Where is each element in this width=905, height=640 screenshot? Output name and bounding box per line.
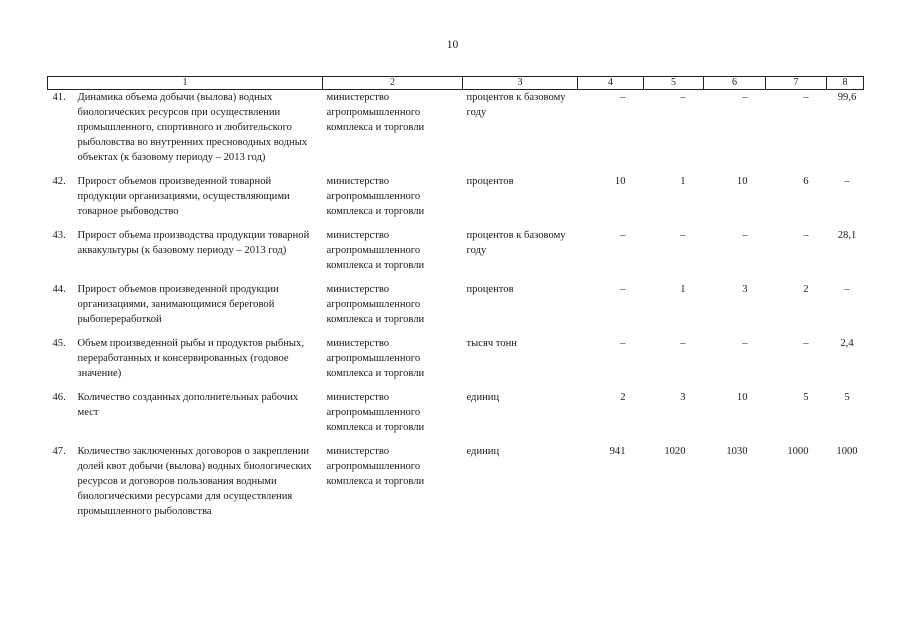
value-col8: 1000 bbox=[836, 446, 858, 457]
value-col6: 1030 bbox=[726, 446, 748, 457]
column-header: 5 bbox=[644, 77, 704, 90]
value-col8: 99,6 bbox=[837, 92, 857, 103]
value-col7: – bbox=[803, 338, 809, 349]
table-row bbox=[48, 90, 864, 175]
value-col8: – bbox=[844, 284, 850, 295]
row-number: 44. bbox=[52, 284, 66, 295]
value-col4: – bbox=[620, 284, 626, 295]
value-col7: 5 bbox=[803, 392, 809, 403]
responsible-org: министерство агропромышленного комплекса и торговли bbox=[326, 338, 425, 379]
value-col6: 10 bbox=[736, 392, 748, 403]
value-col6: 10 bbox=[736, 176, 748, 187]
responsible-org: министерство агропромышленного комплекса и торговли bbox=[326, 284, 425, 325]
value-col5: – bbox=[680, 230, 686, 241]
row-number: 42. bbox=[52, 176, 66, 187]
indicator-cell bbox=[48, 90, 323, 175]
unit: процентов bbox=[466, 176, 514, 187]
value-col4: 10 bbox=[614, 176, 626, 187]
page-number: 10 bbox=[446, 39, 459, 51]
indicator-name: Динамика объема добычи (вылова) водных биологических ресурсов при осуществлении промышленного, спортивного и любительского рыболовства во внутренних пресноводных водных объектах (к базовому периоду – 2013 год) bbox=[77, 92, 308, 163]
value-col4: – bbox=[620, 230, 626, 241]
indicator-name: Объем произведенной рыбы и продуктов рыбных, переработанных и консервированных (годовое значение) bbox=[77, 338, 304, 379]
value-col5: – bbox=[680, 338, 686, 349]
value-col8: – bbox=[844, 176, 850, 187]
column-header: 8 bbox=[827, 77, 864, 90]
responsible-org: министерство агропромышленного комплекса и торговли bbox=[326, 392, 425, 433]
unit: единиц bbox=[466, 392, 500, 403]
row-number: 43. bbox=[52, 230, 66, 241]
value-col7: – bbox=[803, 92, 809, 103]
unit: тысяч тонн bbox=[466, 338, 517, 349]
responsible-org: министерство агропромышленного комплекса и торговли bbox=[326, 446, 425, 487]
value-col4: 941 bbox=[609, 446, 626, 457]
row-number: 45. bbox=[52, 338, 66, 349]
column-header: 4 bbox=[578, 77, 644, 90]
indicator-cell bbox=[48, 336, 323, 390]
indicator-cell bbox=[48, 444, 323, 528]
row-number: 41. bbox=[52, 92, 66, 103]
value-col6: – bbox=[742, 338, 748, 349]
unit: процентов к базовому году bbox=[466, 92, 566, 118]
row-number: 47. bbox=[52, 446, 66, 457]
table-row bbox=[48, 390, 864, 444]
indicator-name: Прирост объемов произведенной продукции организациями, занимающимися береговой рыбопереработкой bbox=[77, 284, 279, 325]
value-col4: 2 bbox=[620, 392, 626, 403]
table-row bbox=[48, 282, 864, 336]
table-row bbox=[48, 174, 864, 228]
column-header: 1 bbox=[48, 77, 323, 90]
value-col5: 3 bbox=[680, 392, 686, 403]
value-col5: 1020 bbox=[664, 446, 686, 457]
column-header: 7 bbox=[766, 77, 827, 90]
value-col8: 5 bbox=[844, 392, 850, 403]
indicator-name: Количество заключенных договоров о закреплении долей квот добычи (вылова) водных биологических ресурсов и договоров пользования водными биологическими ресурсами для осуществления промышленного рыболовства bbox=[77, 446, 312, 517]
responsible-org: министерство агропромышленного комплекса и торговли bbox=[326, 92, 425, 133]
value-col4: – bbox=[620, 338, 626, 349]
indicator-cell bbox=[48, 174, 323, 228]
indicator-name: Прирост объема производства продукции товарной аквакультуры (к базовому периоду – 2013 год) bbox=[77, 230, 310, 256]
responsible-org: министерство агропромышленного комплекса и торговли bbox=[326, 230, 425, 271]
column-header: 6 bbox=[704, 77, 766, 90]
value-col7: – bbox=[803, 230, 809, 241]
value-col7: 1000 bbox=[787, 446, 809, 457]
value-col7: 6 bbox=[803, 176, 809, 187]
table-row bbox=[48, 228, 864, 282]
table-header-row bbox=[48, 77, 864, 90]
value-col8: 2,4 bbox=[840, 338, 854, 349]
unit: единиц bbox=[466, 446, 500, 457]
indicator-cell bbox=[48, 282, 323, 336]
value-col6: – bbox=[742, 230, 748, 241]
column-header: 3 bbox=[463, 77, 578, 90]
value-col5: 1 bbox=[680, 176, 686, 187]
indicator-name: Прирост объемов произведенной товарной продукции организациями, осуществляющими товарное рыбоводство bbox=[77, 176, 290, 217]
value-col6: 3 bbox=[742, 284, 748, 295]
responsible-org: министерство агропромышленного комплекса и торговли bbox=[326, 176, 425, 217]
unit: процентов к базовому году bbox=[466, 230, 566, 256]
value-col5: 1 bbox=[680, 284, 686, 295]
indicator-cell bbox=[48, 390, 323, 444]
indicators-table bbox=[47, 76, 864, 528]
indicator-name: Количество созданных дополнительных рабочих мест bbox=[77, 392, 299, 418]
table-row bbox=[48, 444, 864, 528]
table-row bbox=[48, 336, 864, 390]
indicator-cell bbox=[48, 228, 323, 282]
value-col4: – bbox=[620, 92, 626, 103]
value-col6: – bbox=[742, 92, 748, 103]
unit: процентов bbox=[466, 284, 514, 295]
value-col7: 2 bbox=[803, 284, 809, 295]
value-col8: 28,1 bbox=[837, 230, 857, 241]
row-number: 46. bbox=[52, 392, 66, 403]
value-col5: – bbox=[680, 92, 686, 103]
column-header: 2 bbox=[323, 77, 463, 90]
